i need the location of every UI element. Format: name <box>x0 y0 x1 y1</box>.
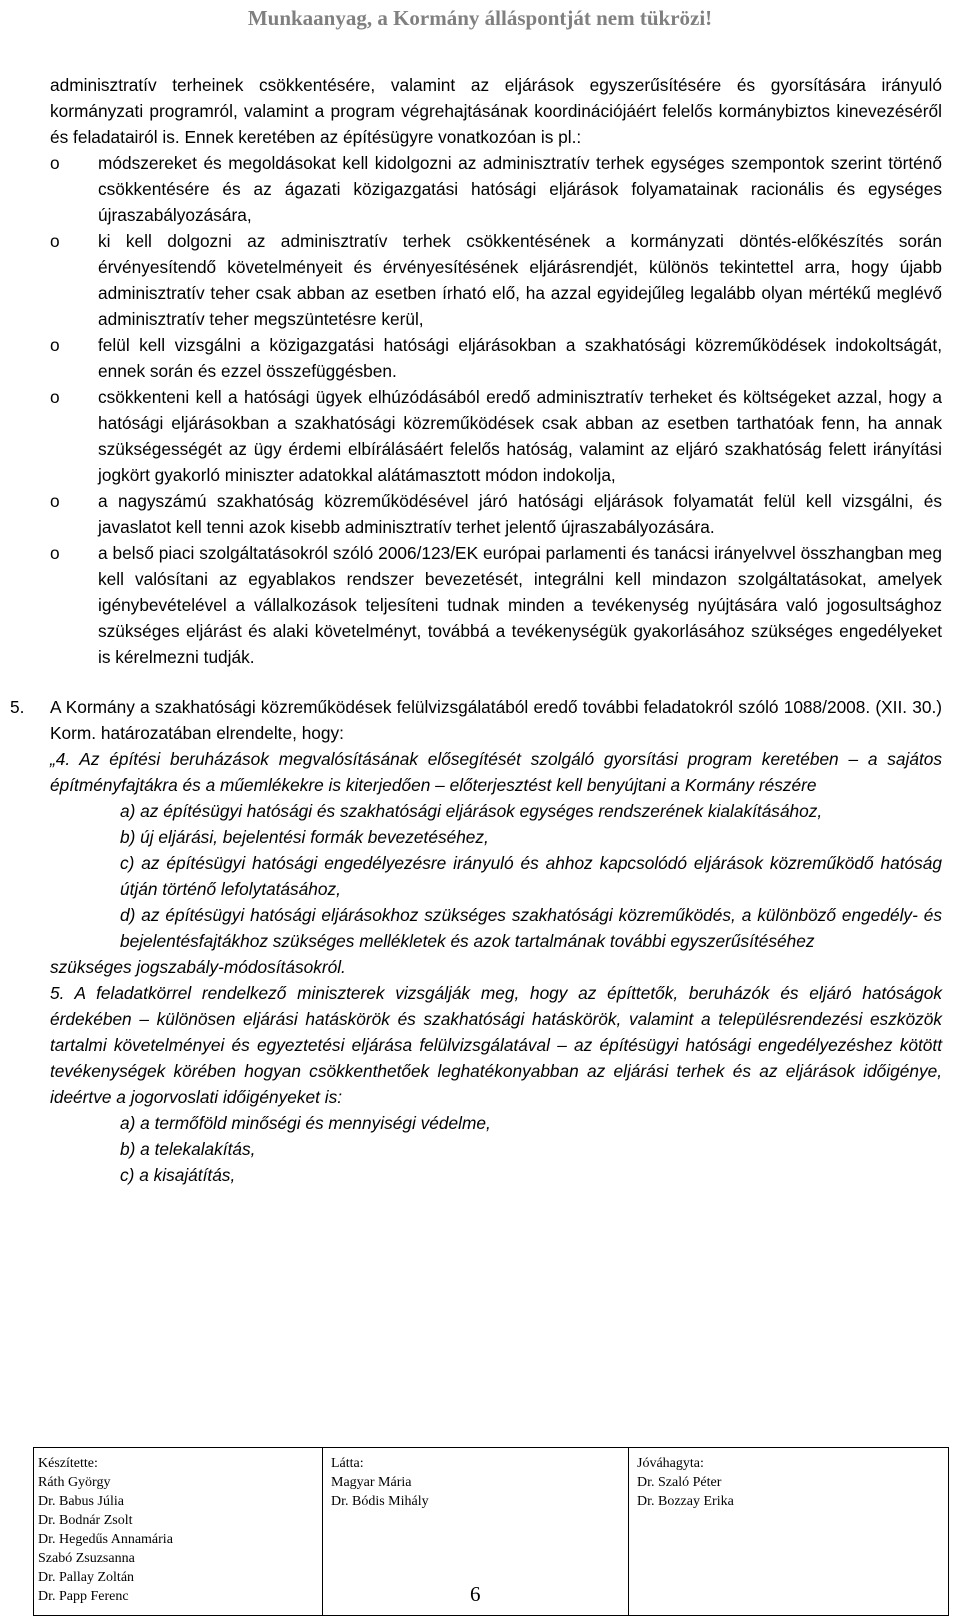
prepared-column <box>38 1454 338 1606</box>
prepared-name: Dr. Babus Júlia <box>38 1494 124 1509</box>
prepared-name: Dr. Bodnár Zsolt <box>38 1513 133 1528</box>
bullet-mark: o <box>50 231 60 251</box>
quote-item: a) a termőföld minőségi és mennyiségi védelme, <box>120 1113 491 1133</box>
section-5 <box>10 694 942 746</box>
seen-name: Dr. Bódis Mihály <box>331 1494 429 1509</box>
seen-label: Látta: <box>331 1456 364 1471</box>
section-number: 5. <box>10 697 25 717</box>
approved-label: Jóváhagyta: <box>637 1456 704 1471</box>
bullet-text: a nagyszámú szakhatóság közreműködésével járó hatósági eljárások folyamatát felül kell vizsgálni, és javaslatot kell tenni azok kisebb adminisztratív terhet jelentő újraszabályozására. <box>98 491 942 537</box>
quote-point-5: 5. A feladatkörrel rendelkező miniszterek vizsgálják meg, hogy az építtetők, beruházók és eljáró hatóságok érdekében – különösen eljárási hatáskörök és szakhatósági hatáskörök, valamint a településrendezési eszközök tartalmi követelményei és egyeztetési eljárása felülvizsgálatával – az építésügyi hatósági engedélyezéshez kötött tevékenységek körében hogyan csökkenthetőek leghatékonyabban az eljárási terhek és az eljárások időigénye, ideértve a jogorvoslati időigényeket is: <box>50 983 942 1107</box>
bullet-mark: o <box>50 491 60 511</box>
approved-name: Dr. Bozzay Erika <box>637 1494 734 1509</box>
document-body <box>10 72 942 1188</box>
bullet-mark: o <box>50 153 60 173</box>
bullet-text: csökkenteni kell a hatósági ügyek elhúzódásából eredő adminisztratív terheket és költségeket azzal, hogy a hatósági eljárásokban a szakhatósági közreműködések csak abban az esetben tarthatóak fenn, ha annak szükségességét az ügy érdemi elbírálásáért felelős hatóság, valamint az eljáró szakhatóság felett irányítási jogkört gyakorló miniszter adatokkal alátámasztott módon indokolja, <box>98 387 942 485</box>
bullet-item <box>50 384 942 488</box>
prepared-label: Készítette: <box>38 1456 98 1471</box>
bullet-mark: o <box>50 335 60 355</box>
quote-item: b) a telekalakítás, <box>120 1139 256 1159</box>
bullet-mark: o <box>50 387 60 407</box>
quote-point-4: „4. Az építési beruházások megvalósításának elősegítését szolgáló gyorsítási program keretében – a sajátos építményfajtákra és a műemlékekre is kiterjedően – előterjesztést kell benyújtani a Kormány részére <box>50 749 942 795</box>
bullet-mark: o <box>50 543 60 563</box>
prepared-name: Dr. Papp Ferenc <box>38 1589 129 1604</box>
bullet-item <box>50 488 942 540</box>
bullet-item <box>50 150 942 228</box>
watermark-header: Munkaanyag, a Kormány álláspontját nem tükrözi! <box>247 6 713 30</box>
prepared-name: Dr. Hegedűs Annamária <box>38 1532 173 1547</box>
prepared-name: Ráth György <box>38 1475 111 1490</box>
bullet-item <box>50 332 942 384</box>
quote-item: d) az építésügyi hatósági eljárásokhoz szükséges szakhatósági közreműködés, a különböző engedély- és bejelentésfajtákhoz szükséges mellékletek és azok tartalmának további egyszerűsítéséhez <box>120 905 942 951</box>
bullet-text: felül kell vizsgálni a közigazgatási hatósági eljárásokban a szakhatósági közreműködések indokoltságát, ennek során és ezzel összefüggésben. <box>98 335 942 381</box>
prepared-name: Dr. Pallay Zoltán <box>38 1570 135 1585</box>
bullet-text: módszereket és megoldásokat kell kidolgozni az adminisztratív terhek egységes szempontok szerint történő csökkentésére és az ágazati közigazgatási hatósági eljárások folyamatainak racionális és egységes újraszabályozására, <box>98 153 942 225</box>
bullet-text: ki kell dolgozni az adminisztratív terhek csökkentésének a kormányzati döntés-előkészítés során érvényesítendő követelményeit és érvényesítésének eljárásrendjét, különös tekintettel arra, hogy újabb adminisztratív teher csak abban az esetben írható elő, ha azzal egyidejűleg legalább olyan mértékű meglévő adminisztratív teher megszüntetésre kerül, <box>98 231 942 329</box>
intro-paragraph: adminisztratív terheinek csökkentésére, valamint az eljárások egyszerűsítésére és gyorsítására irányuló kormányzati programról, valamint a program végrehajtásának koordinációjáért felelős kormánybiztos kinevezéséről és feladatairól is. Ennek keretében az építésügyre vonatkozóan is pl.: <box>50 75 942 147</box>
quote-item: b) új eljárási, bejelentési formák bevezetéséhez, <box>120 827 489 847</box>
quote-item: c) az építésügyi hatósági engedélyezésre irányuló és ahhoz kapcsolódó eljárások közreműködő hatóság útján történő lefolytatásához, <box>120 853 942 899</box>
approved-column <box>628 1448 928 1615</box>
section-text: A Kormány a szakhatósági közreműködések felülvizsgálatából eredő további feladatokról szóló 1088/2008. (XII. 30.) Korm. határozatában elrendelte, hogy: <box>50 697 942 743</box>
seen-name: Magyar Mária <box>331 1475 412 1490</box>
page-number: 6 <box>470 1582 481 1606</box>
approved-name: Dr. Szaló Péter <box>637 1475 722 1490</box>
quote-closing: szükséges jogszabály-módosításokról. <box>50 957 346 977</box>
quote-item: a) az építésügyi hatósági és szakhatósági eljárások egységes rendszerének kialakításához, <box>120 801 823 821</box>
quote-item: c) a kisajátítás, <box>120 1165 236 1185</box>
bullet-item <box>50 228 942 332</box>
prepared-name: Szabó Zsuzsanna <box>38 1551 135 1566</box>
approval-footer <box>33 1447 949 1616</box>
bullet-text: a belső piaci szolgáltatásokról szóló 2006/123/EK európai parlamenti és tanácsi irányelvvel összhangban meg kell valósítani az egyablakos rendszer bevezetését, integrálni kell mindazon szolgáltatásokat, amelyek igénybevételével a vállalkozások teljesíteni tudnak minden a tevékenység nyújtására való jogosultsághoz szükséges eljárást és alaki követelményt, továbbá a tevékenységük gyakorlásához szükséges engedélyeket is kérelmezni tudják. <box>98 543 942 667</box>
bullet-item <box>50 540 942 670</box>
